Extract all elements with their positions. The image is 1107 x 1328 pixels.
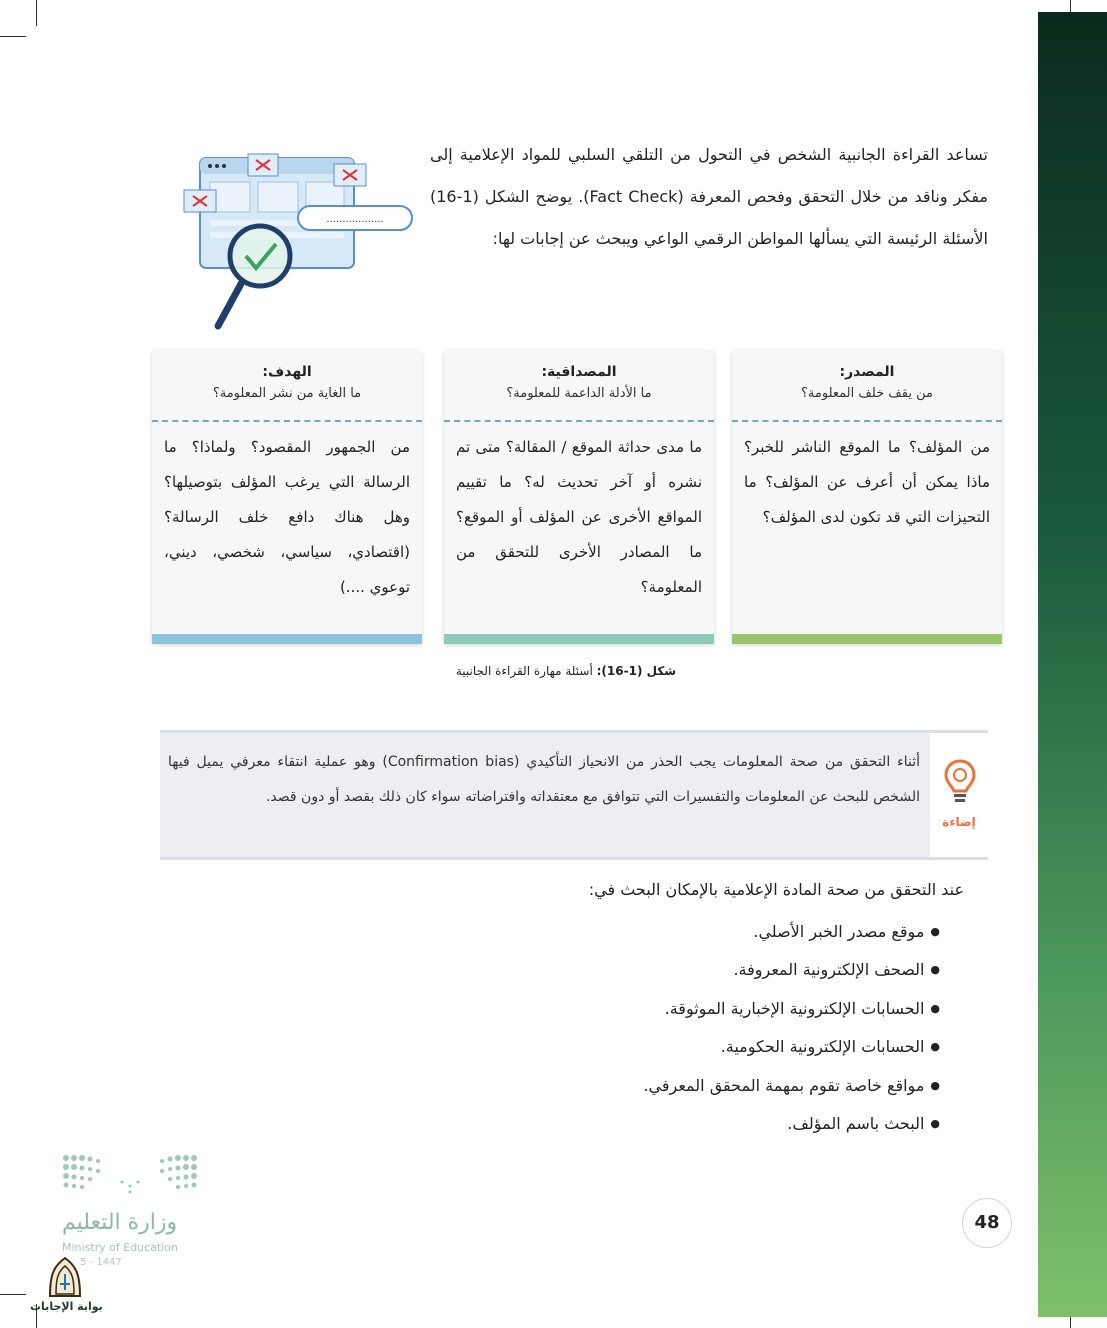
crop-mark bbox=[0, 36, 26, 37]
svg-text:..................: .................. bbox=[326, 214, 384, 225]
ministry-name-ar: وزارة التعليم bbox=[62, 1210, 178, 1235]
figure-caption-label: شكل (1-16): bbox=[596, 664, 677, 678]
card-body: من الجمهور المقصود؟ ولماذا؟ ما الرسالة التي يرغب المؤلف بتوصيلها؟ وهل هناك دافع خلف الرسالة؟ (اقتصادي، سياسي، شخصي، ديني، توعوي ....) bbox=[164, 438, 410, 596]
card-header bbox=[732, 350, 1002, 422]
ministry-logo-icon bbox=[62, 1154, 198, 1196]
card-color-bar bbox=[152, 634, 422, 644]
card-color-bar bbox=[732, 634, 1002, 644]
figure-caption-text: أسئلة مهارة القراءة الجانبية bbox=[455, 664, 597, 678]
portal-logo-icon bbox=[44, 1256, 86, 1298]
card-header bbox=[152, 350, 422, 422]
list-item: ● البحث باسم المؤلف. bbox=[500, 1110, 940, 1148]
note-icon-panel bbox=[930, 733, 988, 857]
card-color-bar bbox=[444, 634, 714, 644]
card-subtitle: ما الأدلة الداعمة للمعلومة؟ bbox=[506, 386, 652, 401]
card-subtitle: من يقف خلف المعلومة؟ bbox=[801, 386, 933, 401]
list-item: ● الحسابات الإلكترونية الحكومية. bbox=[500, 1033, 940, 1071]
list-item: ● الحسابات الإلكترونية الإخبارية الموثوقة. bbox=[500, 995, 940, 1033]
card-goal bbox=[152, 350, 422, 644]
page-number: 48 bbox=[962, 1198, 1012, 1248]
note-box bbox=[160, 730, 988, 860]
note-text: أثناء التحقق من صحة المعلومات يجب الحذر من الانحياز التأكيدي (Confirmation bias) وهو عملية انتقاء معرفي يميل فيها الشخص للبحث عن المعلومات والتفسيرات التي تتوافق مع معتقداته وافتراضاته سواء كان ذلك بقصد أو دون قصد. bbox=[168, 754, 920, 805]
card-header bbox=[444, 350, 714, 422]
card-body: ما مدى حداثة الموقع / المقالة؟ متى تم نشره أو آخر تحديث له؟ ما تقييم المواقع الأخرى عن المؤلف أو الموقع؟ ما المصادر الأخرى للتحقق من المعلومة؟ bbox=[456, 438, 702, 596]
card-subtitle: ما الغاية من نشر المعلومة؟ bbox=[212, 386, 362, 401]
check-intro: عند التحقق من صحة المادة الإعلامية بالإمكان البحث في: bbox=[588, 880, 964, 899]
card-body: من المؤلف؟ ما الموقع الناشر للخبر؟ ماذا يمكن أن أعرف عن المؤلف؟ ما التحيزات التي قد تكون لدى المؤلف؟ bbox=[744, 438, 990, 526]
card-title: المصداقية: bbox=[541, 364, 617, 380]
intro-paragraph: تساعد القراءة الجانبية الشخص في التحول من التلقي السلبي للمواد الإعلامية إلى مفكر وناقد من خلال التحقق وفحص المعرفة (Fact Check). يوضح الشكل (1-16) الأسئلة الرئيسة التي يسألها المواطن الرقمي الواعي ويبحث عن إجابات لها: bbox=[430, 145, 988, 248]
ministry-year: 5 - 1447 bbox=[80, 1257, 122, 1268]
figure-caption bbox=[430, 664, 702, 678]
check-list bbox=[500, 918, 940, 1148]
lightbulb-icon bbox=[944, 759, 976, 805]
list-item: ● مواقع خاصة تقوم بمهمة المحقق المعرفي. bbox=[500, 1072, 940, 1110]
card-title: المصدر: bbox=[839, 364, 895, 380]
magnifier-icon bbox=[180, 150, 420, 335]
ministry-name-en: Ministry of Education bbox=[62, 1241, 179, 1254]
card-credibility bbox=[444, 350, 714, 644]
portal-label: بوابة الإجابات bbox=[30, 1300, 103, 1313]
crop-mark bbox=[36, 0, 37, 26]
note-icon-label: إضاءة bbox=[942, 815, 976, 829]
page-sidebar-band bbox=[1038, 12, 1107, 1317]
list-item: ● موقع مصدر الخبر الأصلي. bbox=[500, 918, 940, 956]
card-source bbox=[732, 350, 1002, 644]
card-title: الهدف: bbox=[262, 364, 312, 380]
list-item: ● الصحف الإلكترونية المعروفة. bbox=[500, 956, 940, 994]
crop-mark bbox=[0, 1294, 26, 1295]
